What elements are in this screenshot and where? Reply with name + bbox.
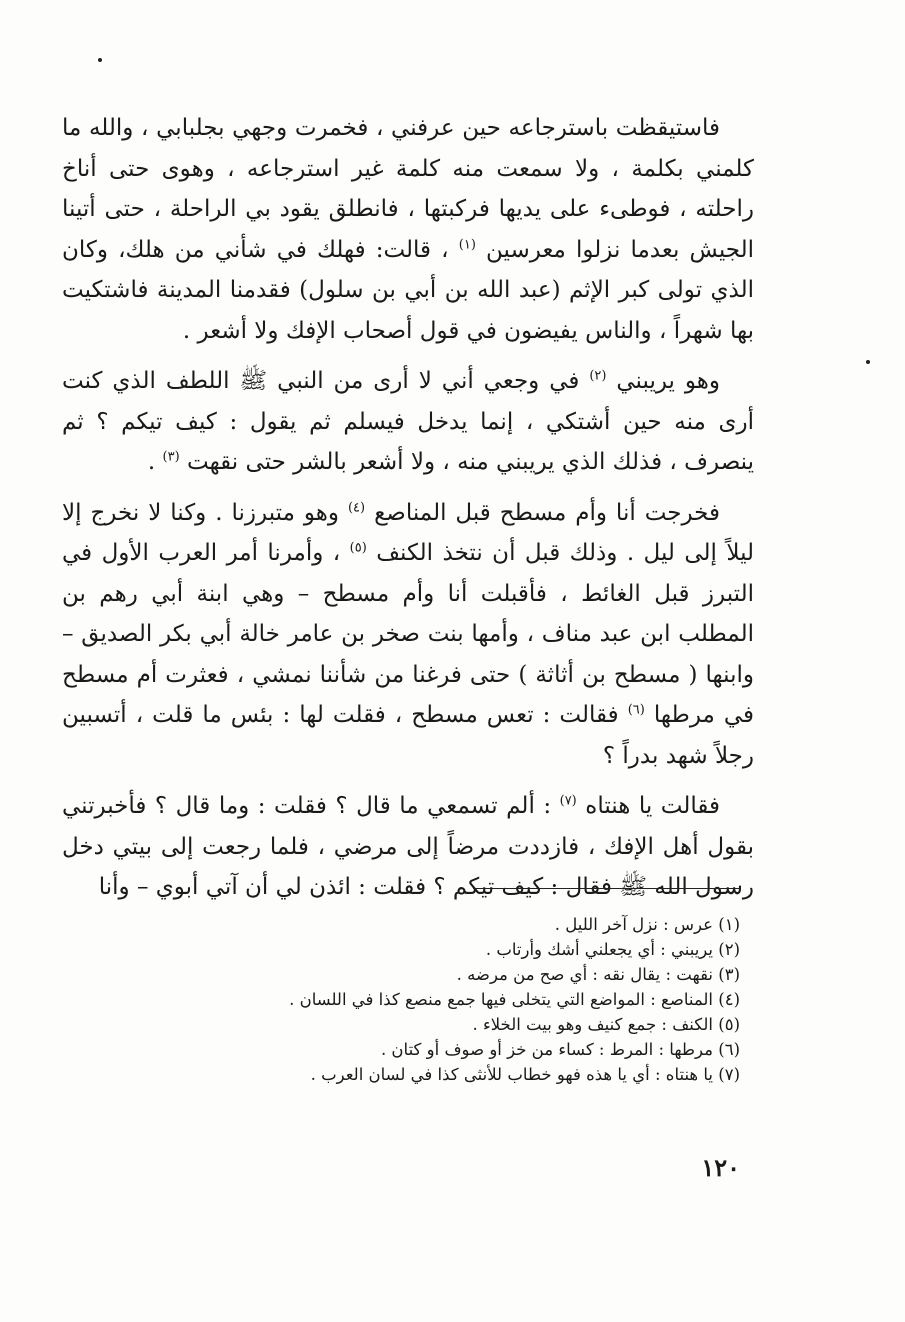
footnote: (٣) نقهت : يقال نقه : أي صح من مرضه . — [456, 965, 740, 984]
text-run: فقالت : تعس مسطح ، فقلت لها : بئس ما قلت ، أتسبين رجلاً شهد بدراً ؟ — [62, 702, 754, 769]
paragraph — [62, 108, 754, 351]
text-run: ، قالت: فهلك في شأني من هلك، وكان الذي تولى كبر الإثم (عبد الله بن أبي بن سلول) فقدمنا المدينة فاشتكيت بها شهراً ، والناس يفيضون في قول أصحاب الإفك ولا أشعر . — [62, 236, 754, 344]
footnote-ref: (٤) — [347, 499, 366, 515]
footnote-separator — [473, 888, 741, 889]
print-speck — [866, 360, 870, 364]
footnote-ref: (٥) — [349, 540, 367, 556]
text-run: فاستيقظت باسترجاعه حين عرفني ، فخمرت وجهي بجلبابي ، والله ما كلمني بكلمة ، ولا سمعت منه كلمة غير استرجاعه ، وهوى حتى أناخ راحلته ، فوطىء على يديها فركبتها ، فانطلق يقود بي الراحلة ، حتى أتينا الجيش بعدما نزلوا معرسين — [62, 115, 755, 263]
text-run: . — [147, 449, 156, 475]
paragraph — [62, 786, 754, 908]
footnote: (٦) مرطها : المرط : كساء من خز أو صوف أو كتان . — [380, 1040, 740, 1059]
footnote: (١) عرس : نزل آخر الليل . — [554, 915, 740, 934]
text-run: في وجعي أني لا أرى من النبي ﷺ اللطف الذي كنت أرى منه حين أشتكي ، إنما يدخل فيسلم ثم يقول : كيف تيكم ؟ ثم ينصرف ، فذلك الذي يريبني منه ، ولا أشعر بالشر حتى نقهت — [62, 368, 754, 475]
footnotes — [140, 912, 740, 1087]
paragraph — [62, 493, 754, 777]
footnote: (٢) يريبني : أي يجعلني أشك وأرتاب . — [485, 940, 740, 959]
text-run: ، وأمرنا أمر العرب الأول في التبرز قبل الغائط ، فأقبلت أنا وأم مسطح – وهي ابنة أبي رهم بن المطلب ابن عبد مناف ، وأمها بنت صخر بن عامر خالة أبي بكر الصديق – وابنها ( مسطح بن أثاثة ) حتى فرغنا من شأننا نمشي ، فعثرت أم مسطح في مرطها — [62, 540, 755, 728]
text-run: : ألم تسمعي ما قال ؟ فقلت : وما قال ؟ فأخبرتني بقول أهل الإفك ، فازددت مرضاً إلى مرضي ، فلما رجعت إلى بيتي دخل رسول الله ﷺ فقال : كيف تيكم ؟ فقلت : ائذن لي أن آتي أبوي – وأنا — [62, 793, 754, 900]
text-run: وهو يريبني — [616, 368, 720, 394]
footnote: (٧) يا هنتاه : أي يا هذه فهو خطاب للأنثى كذا في لسان العرب . — [310, 1065, 740, 1084]
footnote-ref: (٣) — [162, 449, 180, 465]
print-speck — [98, 58, 102, 62]
footnote-ref: (٦) — [627, 702, 645, 718]
text-run: فقالت يا هنتاه — [585, 793, 720, 819]
page-number: ١٢٠ — [701, 1153, 740, 1182]
text-run: وهو متبرزنا . وكنا لا نخرج إلا ليلاً إلى ليل . وذلك قبل أن نتخذ الكنف — [62, 499, 755, 566]
footnote-ref: (١) — [458, 236, 476, 252]
footnote: (٤) المناصع : المواضع التي يتخلى فيها جمع منصع كذا في اللسان . — [289, 990, 740, 1009]
footnote-ref: (٢) — [589, 368, 607, 384]
main-text — [62, 108, 754, 908]
paragraph — [62, 361, 754, 483]
footnote-ref: (٧) — [559, 793, 577, 809]
footnote: (٥) الكنف : جمع كنيف وهو بيت الخلاء . — [472, 1015, 740, 1034]
text-run: فخرجت أنا وأم مسطح قبل المناصع — [374, 499, 721, 526]
